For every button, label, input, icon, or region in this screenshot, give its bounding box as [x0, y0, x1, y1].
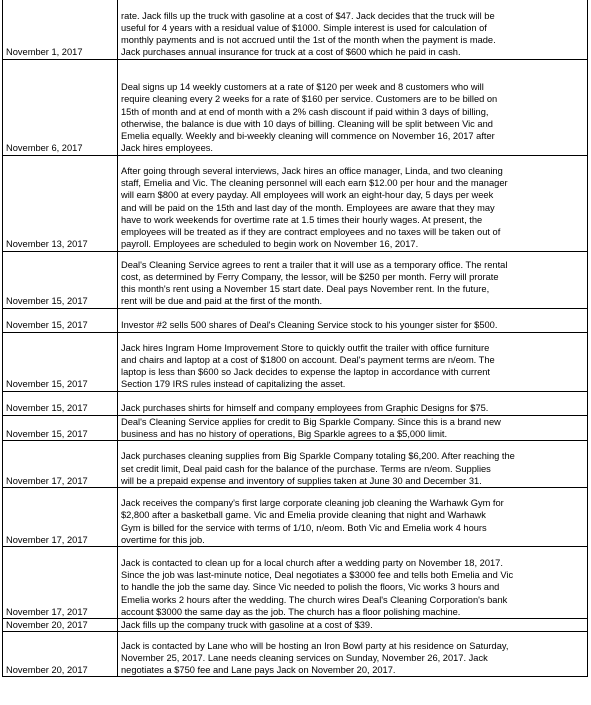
table-row — [3, 618, 588, 631]
table-row — [3, 440, 588, 487]
transaction-description: Jack fills up the company truck with gasoline at a cost of $39. — [118, 618, 588, 631]
table-row — [3, 59, 588, 155]
transaction-date: November 15, 2017 — [3, 308, 118, 332]
transaction-description: Jack is contacted by Lane who will be hosting an Iron Bowl party at his residence on Saturday, November 25, 2017. Lane needs cleaning services on Sunday, November 26, 2017. Jack negotiates a $750 fee and Lane pays Jack on November 20, 2017. — [118, 632, 588, 677]
transaction-date: November 6, 2017 — [3, 59, 118, 155]
transaction-date: November 13, 2017 — [3, 155, 118, 251]
transaction-description: Deal's Cleaning Service applies for credit to Big Sparkle Company. Since this is a brand new business and has no history of operations, Big Sparkle agrees to a $5,000 limit. — [118, 415, 588, 440]
transaction-date: November 17, 2017 — [3, 487, 118, 546]
transaction-description: Jack hires Ingram Home Improvement Store to quickly outfit the trailer with office furniture and chairs and laptop at a cost of $1800 on account. Deal's payment terms are n/eom. The laptop is less than $600 so Jack decides to expense the laptop in accordance with current Section 179 IRS rules instead of capitalizing the asset. — [118, 332, 588, 391]
table-row — [3, 391, 588, 415]
transaction-date: November 20, 2017 — [3, 618, 118, 631]
table-row — [3, 487, 588, 546]
table-row — [3, 0, 588, 59]
transaction-description: Jack is contacted to clean up for a local church after a wedding party on November 18, 2017. Since the job was last-minute notice, Deal negotiates a $3000 fee and tells both Emelia and Vic to handle the job the same day. Since Vic needed to polish the floors, Vic works 3 hours and Emelia works 2 hours after the wedding. The church wires Deal's Cleaning Corporation's bank account $3000 the same day as the job. The church has a floor polishing machine. — [118, 546, 588, 618]
transaction-description: Investor #2 sells 500 shares of Deal's Cleaning Service stock to his younger sister for $500. — [118, 308, 588, 332]
transaction-date: November 17, 2017 — [3, 440, 118, 487]
transactions-table — [2, 0, 588, 677]
table-row — [3, 332, 588, 391]
transaction-description: Jack purchases shirts for himself and company employees from Graphic Designs for $75. — [118, 391, 588, 415]
table-row — [3, 546, 588, 618]
transaction-date: November 20, 2017 — [3, 632, 118, 677]
transaction-description: Deal signs up 14 weekly customers at a rate of $120 per week and 8 customers who will require cleaning every 2 weeks for a rate of $160 per service. Customers are to be billed on 15th of month and at end of month with a 2% cash discount if paid within 3 days of billing, otherwise, the balance is due with 10 days of billing. Cleaning will be split between Vic and Emelia equally. Weekly and bi-weekly cleaning will commence on November 16, 2017 after Jack hires employees. — [118, 59, 588, 155]
table-row — [3, 415, 588, 440]
transaction-date: November 15, 2017 — [3, 251, 118, 308]
transaction-date: November 15, 2017 — [3, 391, 118, 415]
transaction-description: After going through several interviews, Jack hires an office manager, Linda, and two cleaning staff, Emelia and Vic. The cleaning personnel will each earn $12.00 per hour and the manager will earn $800 at every payday. All employees will work an eight-hour day, 5 days per week and will be paid on the 15th and last day of the month. Employees are aware that they may have to work weekends for overtime rate at 1.5 times their hourly wages. At present, the employees will be treated as if they are contract employees and no taxes will be taken out of payroll. Employees are scheduled to begin work on November 16, 2017. — [118, 155, 588, 251]
transaction-description: Deal's Cleaning Service agrees to rent a trailer that it will use as a temporary office. The rental cost, as determined by Ferry Company, the lessor, will be $250 per month. Ferry will prorate this month's rent using a November 15 start date. Deal pays November rent. In the future, rent will be due and paid at the first of the month. — [118, 251, 588, 308]
transaction-description: Jack receives the company's first large corporate cleaning job cleaning the Warhawk Gym for $2,800 after a basketball game. Vic and Emelia provide cleaning that night and Warhawk Gym is billed for the service with terms of 1/10, n/eom. Both Vic and Emelia work 4 hours overtime for this job. — [118, 487, 588, 546]
table-row — [3, 251, 588, 308]
transaction-description: Jack purchases cleaning supplies from Big Sparkle Company totaling $6,200. After reaching the set credit limit, Deal paid cash for the balance of the purchase. Terms are n/eom. Supplies will be a prepaid expense and inventory of supplies taken at June 30 and December 31. — [118, 440, 588, 487]
transaction-description: rate. Jack fills up the truck with gasoline at a cost of $47. Jack decides that the truck will be useful for 4 years with a residual value of $1000. Simple interest is used for calculation of monthly payments and is not accrued until the 1st of the month when the payment is made. Jack purchases annual insurance for truck at a cost of $600 which he paid in cash. — [118, 0, 588, 59]
transaction-date: November 15, 2017 — [3, 332, 118, 391]
transaction-date: November 1, 2017 — [3, 0, 118, 59]
table-row — [3, 308, 588, 332]
transaction-date: November 17, 2017 — [3, 546, 118, 618]
transaction-date: November 15, 2017 — [3, 415, 118, 440]
table-row — [3, 632, 588, 677]
table-row — [3, 155, 588, 251]
